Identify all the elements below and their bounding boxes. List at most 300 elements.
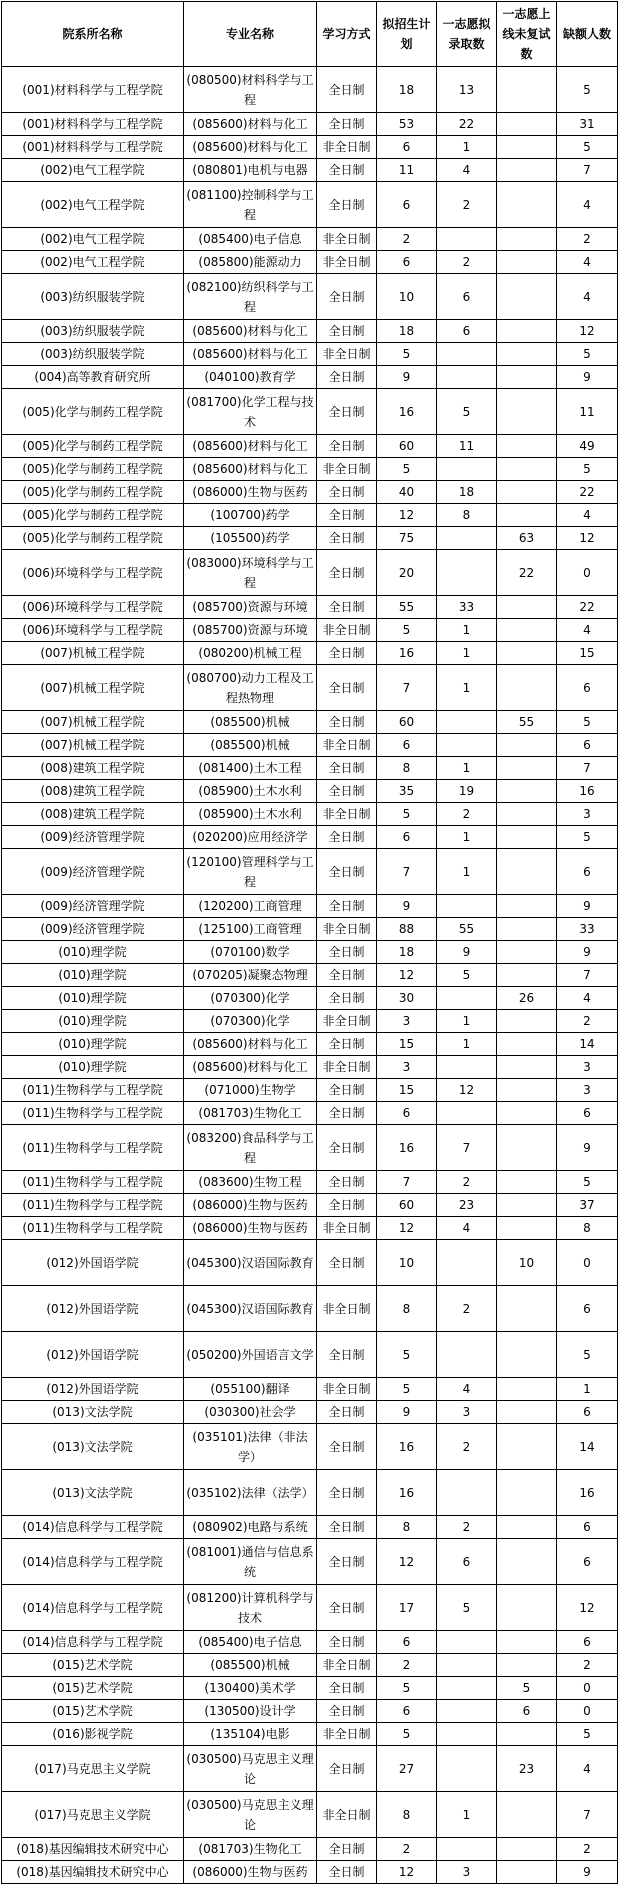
table-row <box>2 1677 618 1700</box>
cell-plan: 16 <box>377 389 437 435</box>
cell-mode: 非全日制 <box>317 1378 377 1401</box>
cell-first-choice-admit: 4 <box>437 1217 497 1240</box>
cell-dept: (007)机械工程学院 <box>2 642 184 665</box>
cell-dept: (003)纺织服装学院 <box>2 343 184 366</box>
cell-first-choice-admit: 1 <box>437 1792 497 1838</box>
cell-first-choice-admit: 4 <box>437 159 497 182</box>
cell-plan: 6 <box>377 734 437 757</box>
cell-dept: (007)机械工程学院 <box>2 665 184 711</box>
cell-shortfall: 5 <box>557 1723 618 1746</box>
cell-first-choice-unexamined: 6 <box>497 1700 557 1723</box>
cell-first-choice-admit <box>437 228 497 251</box>
cell-first-choice-admit: 23 <box>437 1194 497 1217</box>
cell-first-choice-unexamined <box>497 642 557 665</box>
cell-first-choice-unexamined <box>497 1378 557 1401</box>
table-row <box>2 895 618 918</box>
cell-plan: 9 <box>377 366 437 389</box>
table-row <box>2 67 618 113</box>
cell-first-choice-admit <box>437 1654 497 1677</box>
cell-dept: (010)理学院 <box>2 1010 184 1033</box>
cell-dept: (018)基因编辑技术研究中心 <box>2 1861 184 1884</box>
table-row <box>2 1332 618 1378</box>
cell-dept: (014)信息科学与工程学院 <box>2 1585 184 1631</box>
cell-dept: (002)电气工程学院 <box>2 182 184 228</box>
cell-first-choice-admit <box>437 527 497 550</box>
cell-first-choice-admit: 5 <box>437 389 497 435</box>
table-row <box>2 1056 618 1079</box>
cell-mode: 全日制 <box>317 320 377 343</box>
cell-shortfall: 5 <box>557 1332 618 1378</box>
table-row <box>2 1631 618 1654</box>
cell-first-choice-unexamined <box>497 1792 557 1838</box>
cell-dept: (001)材料科学与工程学院 <box>2 67 184 113</box>
cell-mode: 全日制 <box>317 1102 377 1125</box>
cell-dept: (001)材料科学与工程学院 <box>2 136 184 159</box>
cell-shortfall: 5 <box>557 1171 618 1194</box>
cell-plan: 6 <box>377 182 437 228</box>
cell-mode: 非全日制 <box>317 1654 377 1677</box>
cell-first-choice-admit: 1 <box>437 136 497 159</box>
cell-mode: 全日制 <box>317 366 377 389</box>
cell-mode: 全日制 <box>317 711 377 734</box>
cell-shortfall: 7 <box>557 757 618 780</box>
cell-plan: 8 <box>377 1516 437 1539</box>
cell-plan: 16 <box>377 1125 437 1171</box>
cell-shortfall: 49 <box>557 435 618 458</box>
cell-mode: 全日制 <box>317 757 377 780</box>
cell-plan: 88 <box>377 918 437 941</box>
cell-shortfall: 2 <box>557 228 618 251</box>
cell-plan: 7 <box>377 849 437 895</box>
cell-dept: (015)艺术学院 <box>2 1654 184 1677</box>
cell-shortfall: 5 <box>557 458 618 481</box>
cell-major: (086000)生物与医药 <box>184 1194 317 1217</box>
header-dept: 院系所名称 <box>2 2 184 67</box>
cell-major: (030300)社会学 <box>184 1401 317 1424</box>
cell-first-choice-admit: 5 <box>437 1585 497 1631</box>
cell-first-choice-admit: 2 <box>437 251 497 274</box>
cell-plan: 8 <box>377 757 437 780</box>
cell-first-choice-unexamined <box>497 1286 557 1332</box>
cell-first-choice-admit <box>437 550 497 596</box>
cell-dept: (012)外国语学院 <box>2 1286 184 1332</box>
cell-dept: (018)基因编辑技术研究中心 <box>2 1838 184 1861</box>
cell-first-choice-admit <box>437 1470 497 1516</box>
cell-mode: 全日制 <box>317 550 377 596</box>
cell-mode: 全日制 <box>317 964 377 987</box>
cell-first-choice-unexamined <box>497 918 557 941</box>
cell-first-choice-unexamined <box>497 1861 557 1884</box>
cell-first-choice-admit: 1 <box>437 619 497 642</box>
cell-dept: (014)信息科学与工程学院 <box>2 1539 184 1585</box>
cell-mode: 全日制 <box>317 1700 377 1723</box>
cell-mode: 全日制 <box>317 895 377 918</box>
cell-first-choice-unexamined <box>497 251 557 274</box>
cell-first-choice-admit: 33 <box>437 596 497 619</box>
cell-shortfall: 2 <box>557 1838 618 1861</box>
cell-first-choice-unexamined <box>497 366 557 389</box>
cell-major: (080700)动力工程及工程热物理 <box>184 665 317 711</box>
table-row <box>2 1217 618 1240</box>
cell-plan: 3 <box>377 1056 437 1079</box>
table-row <box>2 849 618 895</box>
cell-dept: (009)经济管理学院 <box>2 895 184 918</box>
cell-first-choice-unexamined <box>497 826 557 849</box>
cell-first-choice-unexamined <box>497 274 557 320</box>
cell-plan: 5 <box>377 1723 437 1746</box>
cell-mode: 全日制 <box>317 941 377 964</box>
cell-first-choice-unexamined <box>497 1102 557 1125</box>
cell-first-choice-admit: 1 <box>437 642 497 665</box>
table-row <box>2 964 618 987</box>
cell-plan: 12 <box>377 504 437 527</box>
table-row <box>2 1401 618 1424</box>
cell-mode: 全日制 <box>317 1424 377 1470</box>
cell-first-choice-unexamined <box>497 1723 557 1746</box>
cell-dept: (010)理学院 <box>2 1056 184 1079</box>
cell-plan: 7 <box>377 1171 437 1194</box>
cell-plan: 18 <box>377 320 437 343</box>
cell-shortfall: 4 <box>557 251 618 274</box>
cell-first-choice-unexamined <box>497 67 557 113</box>
cell-mode: 非全日制 <box>317 918 377 941</box>
cell-first-choice-unexamined: 10 <box>497 1240 557 1286</box>
cell-shortfall: 33 <box>557 918 618 941</box>
cell-major: (085700)资源与环境 <box>184 619 317 642</box>
cell-first-choice-admit: 18 <box>437 481 497 504</box>
cell-shortfall: 4 <box>557 504 618 527</box>
cell-first-choice-unexamined: 22 <box>497 550 557 596</box>
cell-first-choice-unexamined: 5 <box>497 1677 557 1700</box>
cell-shortfall: 31 <box>557 113 618 136</box>
cell-major: (035101)法律（非法学） <box>184 1424 317 1470</box>
cell-dept: (011)生物科学与工程学院 <box>2 1079 184 1102</box>
cell-first-choice-admit <box>437 1723 497 1746</box>
cell-dept: (002)电气工程学院 <box>2 159 184 182</box>
cell-mode: 非全日制 <box>317 803 377 826</box>
cell-mode: 全日制 <box>317 159 377 182</box>
cell-shortfall: 6 <box>557 1516 618 1539</box>
table-row <box>2 734 618 757</box>
cell-dept: (015)艺术学院 <box>2 1677 184 1700</box>
table-row <box>2 1654 618 1677</box>
cell-major: (045300)汉语国际教育 <box>184 1240 317 1286</box>
cell-plan: 8 <box>377 1792 437 1838</box>
cell-major: (085500)机械 <box>184 711 317 734</box>
cell-first-choice-unexamined <box>497 665 557 711</box>
cell-first-choice-admit <box>437 1056 497 1079</box>
header-mode: 学习方式 <box>317 2 377 67</box>
cell-dept: (011)生物科学与工程学院 <box>2 1217 184 1240</box>
cell-first-choice-admit: 2 <box>437 1424 497 1470</box>
cell-shortfall: 6 <box>557 1102 618 1125</box>
cell-mode: 全日制 <box>317 527 377 550</box>
cell-plan: 6 <box>377 1102 437 1125</box>
cell-first-choice-unexamined <box>497 1033 557 1056</box>
cell-major: (085600)材料与化工 <box>184 458 317 481</box>
table-row <box>2 389 618 435</box>
cell-major: (083200)食品科学与工程 <box>184 1125 317 1171</box>
table-row <box>2 550 618 596</box>
table-row <box>2 642 618 665</box>
cell-major: (085400)电子信息 <box>184 1631 317 1654</box>
cell-first-choice-admit <box>437 458 497 481</box>
cell-dept: (012)外国语学院 <box>2 1332 184 1378</box>
cell-shortfall: 0 <box>557 550 618 596</box>
table-row <box>2 136 618 159</box>
cell-plan: 5 <box>377 803 437 826</box>
cell-first-choice-admit: 1 <box>437 665 497 711</box>
cell-dept: (003)纺织服装学院 <box>2 320 184 343</box>
cell-first-choice-admit: 1 <box>437 826 497 849</box>
cell-plan: 10 <box>377 274 437 320</box>
cell-mode: 全日制 <box>317 1033 377 1056</box>
cell-plan: 15 <box>377 1033 437 1056</box>
header-plan: 拟招生计划 <box>377 2 437 67</box>
cell-shortfall: 22 <box>557 596 618 619</box>
cell-first-choice-admit: 1 <box>437 849 497 895</box>
cell-plan: 16 <box>377 642 437 665</box>
table-row <box>2 803 618 826</box>
cell-major: (080902)电路与系统 <box>184 1516 317 1539</box>
cell-first-choice-admit: 6 <box>437 274 497 320</box>
cell-mode: 全日制 <box>317 389 377 435</box>
cell-major: (120200)工商管理 <box>184 895 317 918</box>
cell-shortfall: 6 <box>557 1401 618 1424</box>
cell-mode: 非全日制 <box>317 228 377 251</box>
cell-shortfall: 0 <box>557 1677 618 1700</box>
cell-plan: 60 <box>377 711 437 734</box>
cell-major: (081100)控制科学与工程 <box>184 182 317 228</box>
cell-first-choice-admit <box>437 1700 497 1723</box>
cell-mode: 全日制 <box>317 596 377 619</box>
cell-mode: 非全日制 <box>317 458 377 481</box>
cell-mode: 全日制 <box>317 849 377 895</box>
cell-major: (130500)设计学 <box>184 1700 317 1723</box>
cell-shortfall: 9 <box>557 895 618 918</box>
cell-shortfall: 5 <box>557 711 618 734</box>
table-row <box>2 113 618 136</box>
cell-major: (085600)材料与化工 <box>184 435 317 458</box>
cell-plan: 5 <box>377 343 437 366</box>
cell-mode: 全日制 <box>317 1516 377 1539</box>
cell-mode: 非全日制 <box>317 1286 377 1332</box>
cell-plan: 5 <box>377 1677 437 1700</box>
cell-plan: 8 <box>377 1286 437 1332</box>
cell-first-choice-unexamined <box>497 849 557 895</box>
cell-dept: (002)电气工程学院 <box>2 251 184 274</box>
cell-plan: 6 <box>377 251 437 274</box>
cell-first-choice-admit: 9 <box>437 941 497 964</box>
cell-major: (045300)汉语国际教育 <box>184 1286 317 1332</box>
cell-major: (130400)美术学 <box>184 1677 317 1700</box>
cell-shortfall: 12 <box>557 320 618 343</box>
cell-first-choice-unexamined <box>497 1217 557 1240</box>
header-first-choice-unexamined: 一志愿上线未复试数 <box>497 2 557 67</box>
cell-plan: 27 <box>377 1746 437 1792</box>
cell-shortfall: 37 <box>557 1194 618 1217</box>
table-row <box>2 1838 618 1861</box>
cell-first-choice-admit: 5 <box>437 964 497 987</box>
cell-major: (086000)生物与医药 <box>184 1217 317 1240</box>
cell-mode: 非全日制 <box>317 251 377 274</box>
cell-first-choice-unexamined <box>497 1470 557 1516</box>
cell-shortfall: 4 <box>557 1746 618 1792</box>
cell-major: (081001)通信与信息系统 <box>184 1539 317 1585</box>
cell-dept: (006)环境科学与工程学院 <box>2 550 184 596</box>
cell-major: (081400)土木工程 <box>184 757 317 780</box>
table-row <box>2 320 618 343</box>
cell-shortfall: 6 <box>557 1286 618 1332</box>
cell-dept: (007)机械工程学院 <box>2 711 184 734</box>
cell-major: (081703)生物化工 <box>184 1838 317 1861</box>
cell-mode: 全日制 <box>317 1332 377 1378</box>
cell-dept: (013)文法学院 <box>2 1401 184 1424</box>
table-row <box>2 1470 618 1516</box>
cell-plan: 16 <box>377 1424 437 1470</box>
cell-first-choice-unexamined <box>497 1079 557 1102</box>
cell-major: (040100)教育学 <box>184 366 317 389</box>
cell-major: (085600)材料与化工 <box>184 343 317 366</box>
cell-shortfall: 3 <box>557 803 618 826</box>
cell-dept: (005)化学与制药工程学院 <box>2 458 184 481</box>
cell-plan: 6 <box>377 826 437 849</box>
cell-first-choice-unexamined <box>497 1010 557 1033</box>
cell-shortfall: 14 <box>557 1424 618 1470</box>
table-row <box>2 458 618 481</box>
cell-major: (085700)资源与环境 <box>184 596 317 619</box>
cell-first-choice-admit <box>437 1838 497 1861</box>
cell-first-choice-unexamined <box>497 481 557 504</box>
cell-mode: 非全日制 <box>317 619 377 642</box>
cell-dept: (008)建筑工程学院 <box>2 803 184 826</box>
cell-plan: 5 <box>377 458 437 481</box>
cell-dept: (009)经济管理学院 <box>2 918 184 941</box>
cell-first-choice-admit: 55 <box>437 918 497 941</box>
cell-major: (071000)生物学 <box>184 1079 317 1102</box>
cell-plan: 3 <box>377 1010 437 1033</box>
cell-dept: (011)生物科学与工程学院 <box>2 1171 184 1194</box>
cell-first-choice-unexamined <box>497 1516 557 1539</box>
cell-plan: 40 <box>377 481 437 504</box>
cell-mode: 全日制 <box>317 182 377 228</box>
cell-first-choice-unexamined <box>497 1125 557 1171</box>
table-row <box>2 251 618 274</box>
cell-first-choice-unexamined <box>497 734 557 757</box>
cell-dept: (005)化学与制药工程学院 <box>2 435 184 458</box>
cell-major: (030500)马克思主义理论 <box>184 1746 317 1792</box>
cell-first-choice-unexamined <box>497 389 557 435</box>
table-row <box>2 619 618 642</box>
cell-first-choice-admit: 8 <box>437 504 497 527</box>
cell-first-choice-admit: 2 <box>437 182 497 228</box>
cell-major: (082100)纺织科学与工程 <box>184 274 317 320</box>
cell-first-choice-unexamined <box>497 159 557 182</box>
cell-first-choice-unexamined <box>497 941 557 964</box>
cell-first-choice-unexamined: 55 <box>497 711 557 734</box>
cell-major: (081703)生物化工 <box>184 1102 317 1125</box>
cell-shortfall: 2 <box>557 1010 618 1033</box>
cell-first-choice-admit: 12 <box>437 1079 497 1102</box>
table-row <box>2 343 618 366</box>
cell-major: (030500)马克思主义理论 <box>184 1792 317 1838</box>
cell-mode: 非全日制 <box>317 734 377 757</box>
cell-dept: (013)文法学院 <box>2 1424 184 1470</box>
cell-first-choice-unexamined <box>497 1424 557 1470</box>
cell-shortfall: 8 <box>557 1217 618 1240</box>
cell-mode: 全日制 <box>317 665 377 711</box>
table-row <box>2 274 618 320</box>
table-row <box>2 918 618 941</box>
table-row <box>2 1102 618 1125</box>
table-row <box>2 711 618 734</box>
cell-plan: 6 <box>377 1700 437 1723</box>
cell-plan: 15 <box>377 1079 437 1102</box>
cell-dept: (009)经济管理学院 <box>2 826 184 849</box>
cell-dept: (007)机械工程学院 <box>2 734 184 757</box>
cell-shortfall: 6 <box>557 1539 618 1585</box>
cell-plan: 7 <box>377 665 437 711</box>
cell-shortfall: 9 <box>557 941 618 964</box>
cell-mode: 非全日制 <box>317 1792 377 1838</box>
table-row <box>2 1539 618 1585</box>
cell-first-choice-unexamined: 26 <box>497 987 557 1010</box>
cell-dept: (012)外国语学院 <box>2 1378 184 1401</box>
cell-dept: (005)化学与制药工程学院 <box>2 481 184 504</box>
cell-first-choice-unexamined <box>497 343 557 366</box>
cell-dept: (008)建筑工程学院 <box>2 780 184 803</box>
cell-first-choice-unexamined <box>497 504 557 527</box>
cell-major: (083000)环境科学与工程 <box>184 550 317 596</box>
cell-first-choice-admit <box>437 343 497 366</box>
cell-first-choice-admit: 2 <box>437 1286 497 1332</box>
cell-plan: 53 <box>377 113 437 136</box>
cell-major: (086000)生物与医药 <box>184 481 317 504</box>
cell-plan: 60 <box>377 435 437 458</box>
cell-first-choice-unexamined <box>497 619 557 642</box>
cell-shortfall: 7 <box>557 159 618 182</box>
cell-plan: 18 <box>377 67 437 113</box>
cell-first-choice-unexamined <box>497 757 557 780</box>
cell-mode: 全日制 <box>317 642 377 665</box>
cell-mode: 全日制 <box>317 1838 377 1861</box>
cell-plan: 2 <box>377 1838 437 1861</box>
cell-first-choice-admit: 1 <box>437 1010 497 1033</box>
cell-shortfall: 5 <box>557 136 618 159</box>
cell-plan: 60 <box>377 1194 437 1217</box>
cell-first-choice-admit <box>437 1631 497 1654</box>
cell-major: (085900)土木水利 <box>184 780 317 803</box>
cell-major: (070205)凝聚态物理 <box>184 964 317 987</box>
cell-shortfall: 0 <box>557 1700 618 1723</box>
cell-shortfall: 14 <box>557 1033 618 1056</box>
cell-major: (035102)法律（法学） <box>184 1470 317 1516</box>
cell-mode: 全日制 <box>317 826 377 849</box>
cell-first-choice-admit: 7 <box>437 1125 497 1171</box>
cell-first-choice-unexamined <box>497 1056 557 1079</box>
cell-plan: 55 <box>377 596 437 619</box>
cell-major: (086000)生物与医药 <box>184 1861 317 1884</box>
cell-major: (085800)能源动力 <box>184 251 317 274</box>
cell-first-choice-unexamined <box>497 596 557 619</box>
table-row <box>2 527 618 550</box>
cell-mode: 全日制 <box>317 1861 377 1884</box>
cell-dept: (005)化学与制药工程学院 <box>2 527 184 550</box>
cell-plan: 12 <box>377 1861 437 1884</box>
cell-shortfall: 11 <box>557 389 618 435</box>
cell-first-choice-unexamined: 23 <box>497 1746 557 1792</box>
cell-shortfall: 3 <box>557 1079 618 1102</box>
